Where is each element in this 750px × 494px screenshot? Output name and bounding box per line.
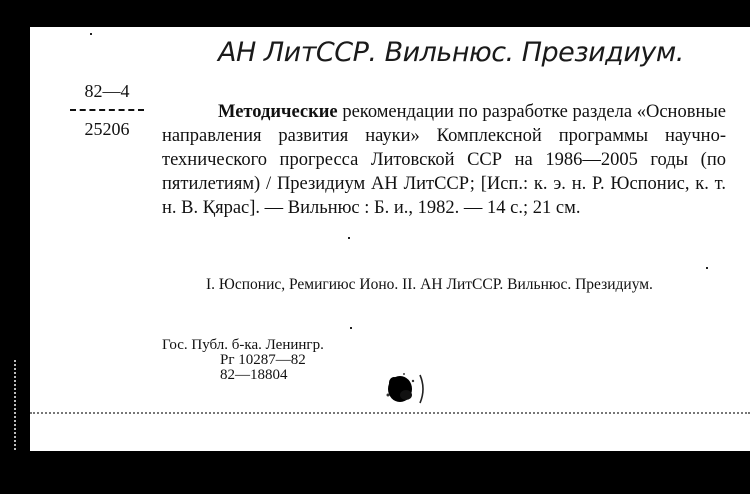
- tracings: I. Юспонис, Ремигиюс Ионо. II. АН ЛитССР. Вильнюс. Президиум.: [206, 276, 653, 293]
- ink-blot-mark: [380, 365, 430, 411]
- main-entry-text: рекомендации по разработке раздела «Основные направления развития науки» Комплексной программы научно-технического прогресса Литовской ССР на 1986—2005 годы (по пятилетиям) / Президиум АН ЛитССР; [Исп.: к. э. н. Р. Юспонис, к. т. н. В. Қярас]. — Вильнюс : Б. и., 1982. — 14 с.; 21 см.: [162, 102, 726, 218]
- shelf-mark-divider: [70, 109, 144, 111]
- catalog-card: [30, 27, 750, 451]
- shelf-mark: [68, 81, 146, 139]
- library-registration: Рг 10287—82: [220, 352, 306, 368]
- shelf-mark-bottom: 25206: [84, 119, 130, 139]
- scan-speck: [90, 33, 92, 35]
- scan-edge-noise: [14, 360, 20, 450]
- main-entry-lead: Методические: [218, 102, 338, 122]
- shelf-mark-top: 82—4: [84, 81, 130, 101]
- library-number: 82—18804: [220, 367, 288, 383]
- library-name: Гос. Публ. б-ка. Ленингр.: [162, 337, 324, 353]
- scan-speck: [350, 327, 352, 329]
- main-entry: [162, 100, 726, 220]
- scan-speck: [706, 267, 708, 269]
- scan-speck: [348, 237, 350, 239]
- handwritten-note: АН ЛитССР. Вильнюс. Президиум.: [218, 37, 684, 68]
- dotted-guide-line: [30, 412, 750, 414]
